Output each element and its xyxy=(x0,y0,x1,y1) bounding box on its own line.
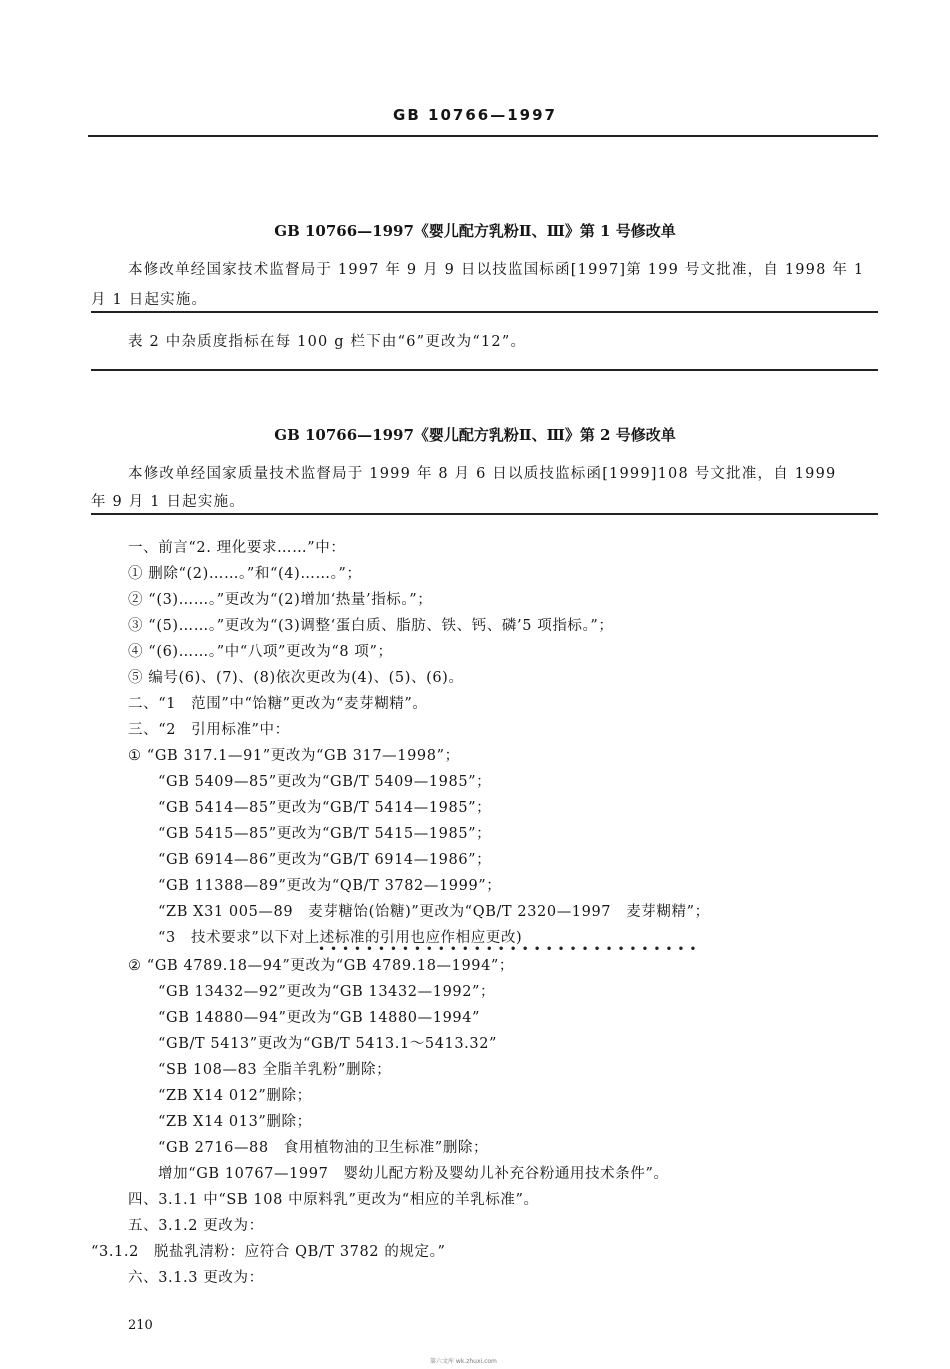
page-number: 210 xyxy=(128,1318,153,1333)
header-divider xyxy=(88,135,878,137)
list-line: ① 删除“(2)……。”和“(4)……。”； xyxy=(128,566,362,582)
list-line: 增加“GB 10767—1997 婴幼儿配方粉及婴幼儿补充谷粉通用技术条件”。 xyxy=(158,1166,669,1182)
list-line: “GB 5415—85”更改为“GB/T 5415—1985”； xyxy=(158,826,492,842)
list-line: “GB 2716—88 食用植物油的卫生标准”删除； xyxy=(158,1140,489,1156)
amendment2-title: GB 10766—1997《婴儿配方乳粉Ⅱ、Ⅲ》第 2 号修改单 xyxy=(274,426,676,444)
list-line: “GB/T 5413”更改为“GB/T 5413.1～5413.32” xyxy=(158,1036,498,1052)
emphasis-dots: •••••••••••••••••••••••••••••••• xyxy=(318,942,702,956)
amendment1-divider-bottom xyxy=(91,369,878,371)
list-line: 五、3.1.2 更改为： xyxy=(128,1218,264,1234)
list-line: “GB 13432—92”更改为“GB 13432—1992”； xyxy=(158,984,496,1000)
list-line: ④ “(6)……。”中“八项”更改为“8 项”； xyxy=(128,644,393,660)
list-line: “3.1.2 脱盐乳清粉：应符合 QB/T 3782 的规定。” xyxy=(91,1244,446,1260)
list-line: ① “GB 317.1—91”更改为“GB 317—1998”； xyxy=(128,748,460,764)
list-line: “GB 5414—85”更改为“GB/T 5414—1985”； xyxy=(158,800,492,816)
amendment2-approval-line2: 年 9 月 1 日起实施。 xyxy=(91,494,245,510)
list-line: “3 技术要求”以下对上述标准的引用也应作相应更改) xyxy=(158,930,523,946)
list-line: “ZB X14 013”删除； xyxy=(158,1114,312,1130)
amendment1-approval-line2: 月 1 日起实施。 xyxy=(91,292,208,308)
amendment2-divider xyxy=(91,513,878,515)
list-line: ② “GB 4789.18—94”更改为“GB 4789.18—1994”； xyxy=(128,958,515,974)
list-line: ⑤ 编号(6)、(7)、(8)依次更改为(4)、(5)、(6)。 xyxy=(128,670,464,686)
list-line: ③ “(5)……。”更改为“(3)调整‘蛋白质、脂肪、铁、钙、磷’5 项指标。”； xyxy=(128,618,614,634)
list-line: 三、“2 引用标准”中： xyxy=(128,722,290,738)
list-line: “ZB X31 005—89 麦芽糖饴(饴糖)”更改为“QB/T 2320—1997 麦芽糊精”； xyxy=(158,904,710,920)
list-line: “GB 11388—89”更改为“QB/T 3782—1999”； xyxy=(158,878,502,894)
list-line: “ZB X14 012”删除； xyxy=(158,1088,312,1104)
list-line: “SB 108—83 全脂羊乳粉”删除； xyxy=(158,1062,392,1078)
amendment1-divider-top xyxy=(91,311,878,313)
amendment1-approval-line1: 本修改单经国家技术监督局于 1997 年 9 月 9 日以技监国标函[1997]第 199 号文批准，自 1998 年 1 xyxy=(128,262,865,278)
amendment1-change: 表 2 中杂质度指标在每 100 g 栏下由“6”更改为“12”。 xyxy=(128,334,527,350)
list-line: “GB 6914—86”更改为“GB/T 6914—1986”； xyxy=(158,852,492,868)
list-line: ② “(3)……。”更改为“(2)增加‘热量’指标。”； xyxy=(128,592,433,608)
amendment1-title: GB 10766—1997《婴儿配方乳粉Ⅱ、Ⅲ》第 1 号修改单 xyxy=(274,222,676,240)
list-line: “GB 14880—94”更改为“GB 14880—1994” xyxy=(158,1010,481,1026)
list-line: 四、3.1.1 中“SB 108 中原料乳”更改为“相应的羊乳标准”。 xyxy=(128,1192,539,1208)
list-line: 六、3.1.3 更改为： xyxy=(128,1270,264,1286)
list-line: 二、“1 范围”中“饴糖”更改为“麦芽糊精”。 xyxy=(128,696,428,712)
amendment2-approval-line1: 本修改单经国家质量技术监督局于 1999 年 8 月 6 日以质技监标函[1999]108 号文批准，自 1999 xyxy=(128,466,837,482)
list-line: “GB 5409—85”更改为“GB/T 5409—1985”； xyxy=(158,774,492,790)
standard-code-header: GB 10766—1997 xyxy=(393,106,557,124)
footer-watermark: 第六文库 wk.zhuxi.com xyxy=(430,1358,497,1365)
list-line: 一、前言“2. 理化要求……”中： xyxy=(128,540,346,556)
